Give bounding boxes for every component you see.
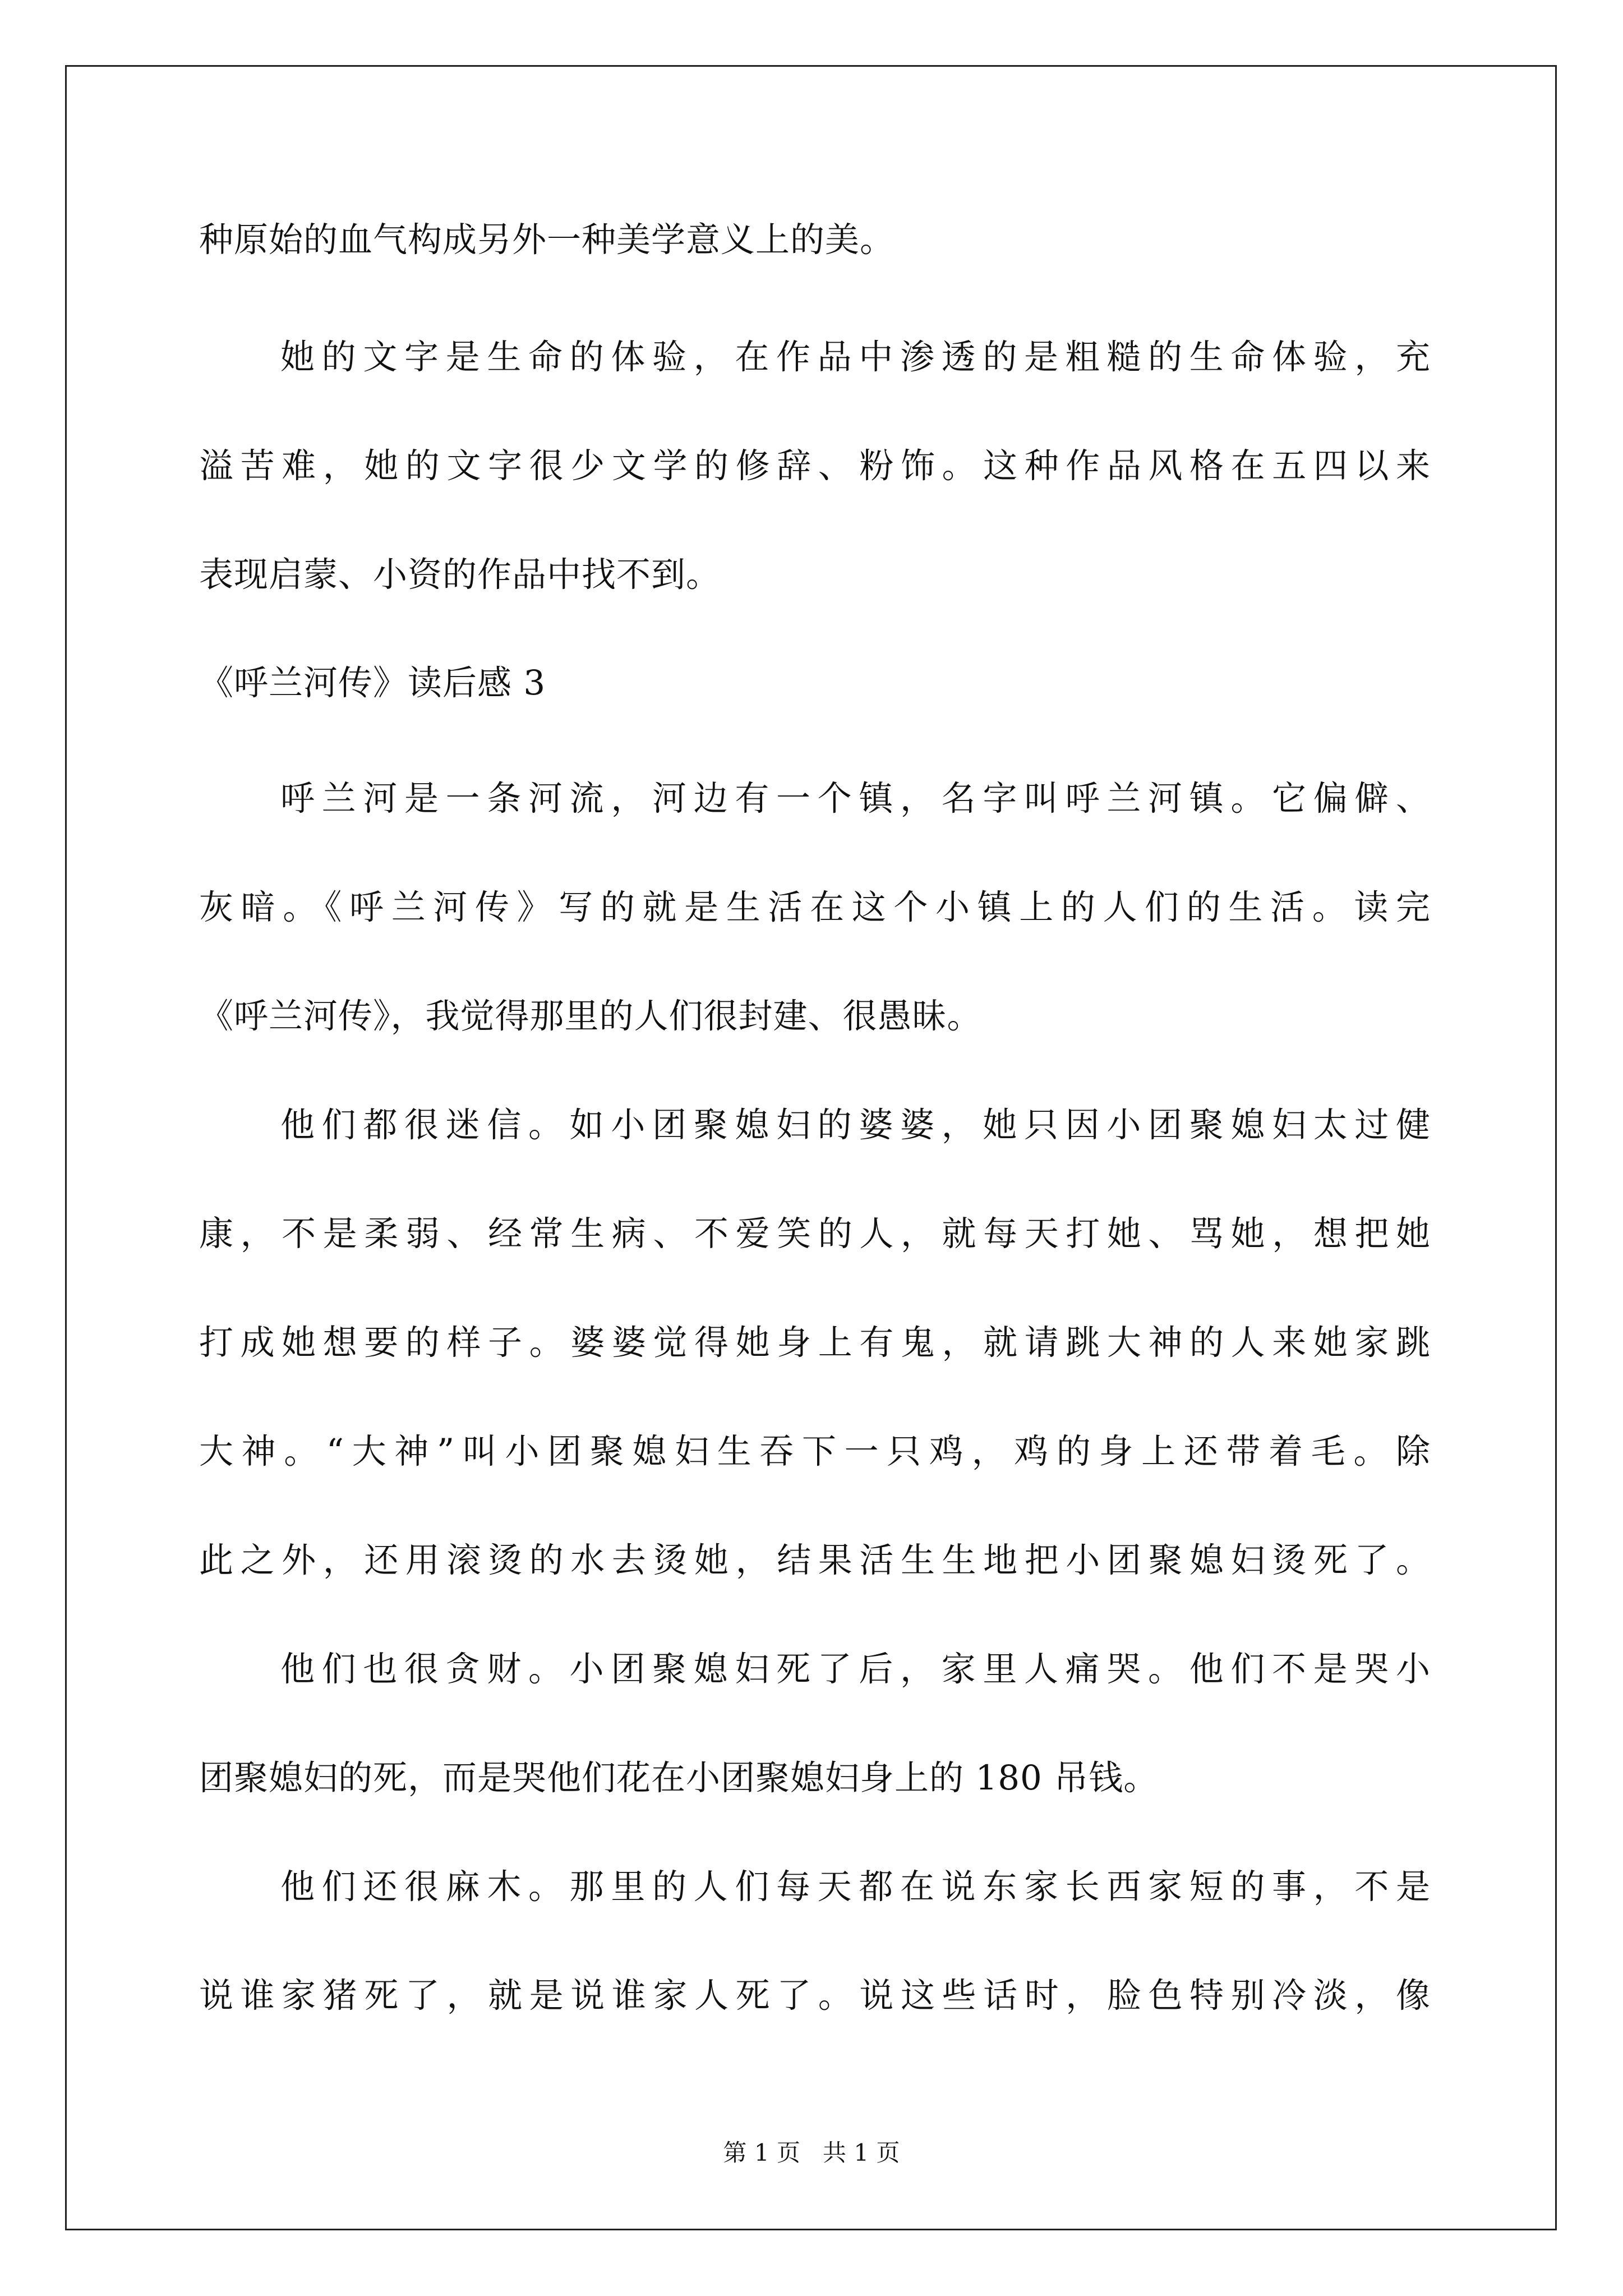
text-line: 说谁家猪死了，就是说谁家人死了。说这些话时，脸色特别冷淡，像 [199, 1976, 1430, 2016]
paragraph-first-line: 她的文字是生命的体验，在作品中渗透的是粗糙的生命体验，充 [280, 337, 1430, 377]
paragraph-first-line: 呼兰河是一条河流，河边有一个镇，名字叫呼兰河镇。它偏僻、 [280, 779, 1430, 818]
paragraph-first-line: 他们都很迷信。如小团聚媳妇的婆婆，她只因小团聚媳妇太过健 [280, 1105, 1430, 1145]
text-line: 康，不是柔弱、经常生病、不爱笑的人，就每天打她、骂她，想把她 [199, 1214, 1430, 1254]
text-line: 灰暗。《呼兰河传》写的就是生活在这个小镇上的人们的生活。读完 [199, 887, 1430, 927]
text-line: 此之外，还用滚烫的水去烫她，结果活生生地把小团聚媳妇烫死了。 [199, 1540, 1430, 1580]
text-line: 《呼兰河传》，我觉得那里的人们很封建、很愚昧。 [199, 996, 982, 1036]
section-heading: 《呼兰河传》读后感 3 [199, 663, 546, 703]
page-footer: 第 1 页 共 1 页 [723, 2139, 900, 2166]
text-line: 团聚媳妇的死，而是哭他们花在小团聚媳妇身上的 180 吊钱。 [199, 1758, 1159, 1798]
text-line: 溢苦难，她的文字很少文学的修辞、粉饰。这种作品风格在五四以来 [199, 446, 1430, 486]
text-line: 种原始的血气构成另外一种美学意义上的美。 [199, 220, 895, 260]
paragraph-first-line: 他们还很麻木。那里的人们每天都在说东家长西家短的事，不是 [280, 1867, 1430, 1907]
text-line: 大神。“大神”叫小团聚媳妇生吞下一只鸡，鸡的身上还带着毛。除 [199, 1432, 1430, 1471]
text-line: 表现启蒙、小资的作品中找不到。 [199, 555, 721, 595]
text-line: 打成她想要的样子。婆婆觉得她身上有鬼，就请跳大神的人来她家跳 [199, 1323, 1430, 1363]
paragraph-first-line: 他们也很贪财。小团聚媳妇死了后，家里人痛哭。他们不是哭小 [280, 1649, 1430, 1689]
